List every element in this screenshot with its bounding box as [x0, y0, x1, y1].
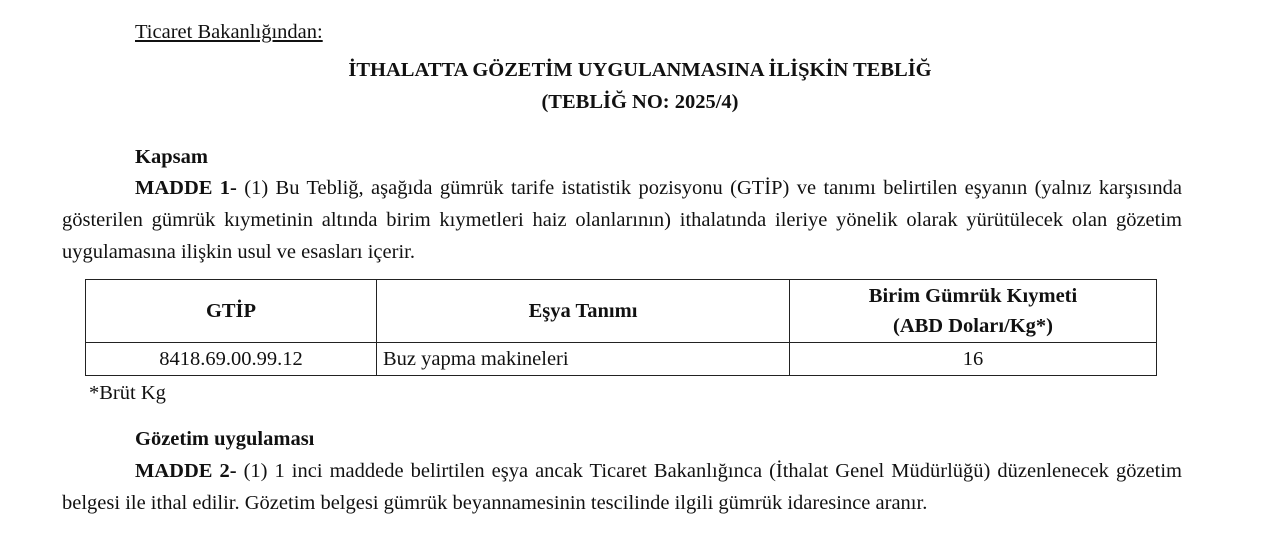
section-heading-kapsam: Kapsam [135, 146, 208, 168]
article-1-label: MADDE 1- [135, 177, 237, 199]
article-1-paragraph [62, 172, 1182, 268]
article-2-label: MADDE 2- [135, 460, 237, 482]
table-footnote: *Brüt Kg [89, 382, 166, 404]
section-heading-gozetim: Gözetim uygulaması [135, 428, 315, 450]
cell-description: Buz yapma makineleri [377, 343, 790, 376]
header-description: Eşya Tanımı [377, 280, 790, 343]
issuer-line: Ticaret Bakanlığından: [135, 21, 323, 43]
header-gtip: GTİP [86, 280, 377, 343]
header-unit-value [790, 280, 1157, 343]
document-title: İTHALATTA GÖZETİM UYGULANMASINA İLİŞKİN TEBLİĞ [348, 59, 932, 81]
article-2-paragraph [62, 455, 1182, 519]
header-unit-value-line1: Birim Gümrük Kıymeti [868, 285, 1078, 307]
table-row [86, 343, 1157, 376]
header-unit-value-line2: (ABD Doları/Kg*) [893, 315, 1053, 337]
table-header-row [86, 280, 1157, 343]
article-1-text: (1) Bu Tebliğ, aşağıda gümrük tarife istatistik pozisyonu (GTİP) ve tanımı belirtilen eşyanın (yalnız karşısında gösterilen gümrük kıymetinin altında birim kıymetleri haiz olanlarının) ithalatında ileriye yönelik olarak yürütülecek olan gözetim uygulamasına ilişkin usul ve esasları içerir. [62, 177, 1182, 263]
article-2-text: (1) 1 inci maddede belirtilen eşya ancak Ticaret Bakanlığınca (İthalat Genel Müdürlüğü) düzenlenecek gözetim belgesi ile ithal edilir. Gözetim belgesi gümrük beyannamesinin tescilinde ilgili gümrük idaresince aranır. [62, 460, 1182, 514]
gtip-table [85, 279, 1157, 376]
cell-unit-value: 16 [790, 343, 1157, 376]
cell-gtip: 8418.69.00.99.12 [86, 343, 377, 376]
document-number: (TEBLİĞ NO: 2025/4) [541, 91, 739, 113]
